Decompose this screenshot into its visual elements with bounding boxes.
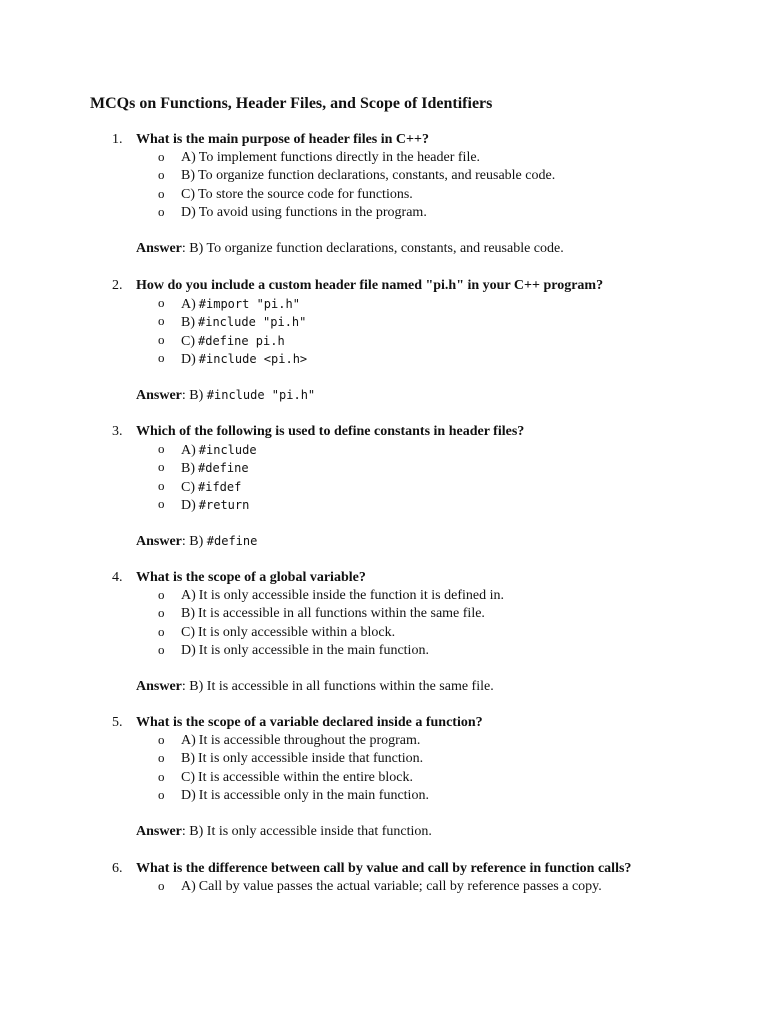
question-line	[0, 423, 768, 441]
answer-option	[0, 313, 768, 331]
option-text: It is only accessible in the main function.	[198, 642, 429, 658]
bullet-icon: o	[158, 185, 165, 201]
answer-content	[136, 386, 315, 405]
question-number: 6.	[112, 861, 123, 876]
answer-letter: B)	[189, 679, 207, 694]
option-letter: C)	[181, 479, 195, 495]
bullet-icon: o	[158, 459, 165, 475]
answer-label: Answer	[136, 241, 182, 256]
option-text: #include <pi.h>	[198, 351, 308, 366]
option-letter: A)	[181, 443, 196, 458]
option-text: #import "pi.h"	[198, 297, 300, 311]
option-letter: D)	[181, 787, 196, 803]
bullet-icon: o	[158, 495, 165, 511]
question-item	[0, 277, 768, 404]
answer-letter: B)	[189, 534, 207, 549]
option-letter: C)	[181, 186, 195, 202]
option-text: To implement functions directly in the header file.	[198, 150, 481, 165]
question-item	[0, 569, 768, 696]
option-content	[181, 587, 504, 605]
question-text: What is the scope of a variable declared inside a function?	[136, 715, 483, 730]
option-content	[181, 204, 427, 222]
option-text: Call by value passes the actual variable; call by reference passes a copy.	[198, 879, 602, 894]
answer-line	[0, 823, 768, 841]
answer-option	[0, 186, 768, 204]
option-content	[181, 878, 602, 896]
question-item	[0, 860, 768, 896]
answer-option	[0, 478, 768, 496]
option-content	[181, 186, 413, 204]
question-number: 3.	[112, 424, 123, 439]
question-line	[0, 131, 768, 149]
option-content	[181, 167, 555, 185]
option-content	[181, 624, 395, 642]
option-content	[181, 496, 249, 515]
answer-text: #define	[206, 534, 258, 548]
question-text: How do you include a custom header file named "pi.h" in your C++ program?	[136, 278, 604, 293]
bullet-icon: o	[158, 768, 165, 784]
answer-colon: :	[181, 824, 190, 839]
answer-option	[0, 496, 768, 514]
answer-colon: :	[181, 241, 190, 256]
option-text: #define	[198, 461, 249, 476]
option-content	[181, 149, 480, 167]
answer-option	[0, 149, 768, 167]
bullet-icon: o	[158, 641, 165, 657]
option-content	[181, 732, 420, 750]
document-title: MCQs on Functions, Header Files, and Scope of Identifiers	[90, 95, 493, 112]
option-text: It is accessible in all functions within the same file.	[198, 606, 485, 622]
answer-option	[0, 332, 768, 350]
bullet-icon: o	[158, 878, 165, 893]
answer-option	[0, 750, 768, 768]
option-text: #return	[198, 497, 250, 512]
answer-colon: :	[181, 534, 190, 549]
answer-option	[0, 769, 768, 787]
answer-line	[0, 386, 768, 404]
option-letter: B)	[181, 315, 195, 331]
answer-option	[0, 624, 768, 642]
answer-letter: B)	[189, 241, 207, 256]
question-number: 5.	[112, 715, 123, 730]
option-text: It is accessible only in the main function.	[198, 787, 429, 803]
option-letter: D)	[181, 642, 196, 658]
answer-text: It is only accessible inside that function.	[206, 824, 432, 839]
option-text: It is accessible throughout the program.	[198, 733, 421, 748]
option-text: #ifdef	[198, 479, 242, 494]
bullet-icon: o	[158, 167, 165, 183]
option-text: To organize function declarations, constants, and reusable code.	[198, 168, 556, 184]
option-letter: A)	[181, 588, 196, 603]
answer-option	[0, 732, 768, 750]
question-line	[0, 714, 768, 732]
option-letter: A)	[181, 150, 196, 165]
bullet-icon: o	[158, 623, 165, 639]
answer-option	[0, 350, 768, 368]
answer-option	[0, 167, 768, 185]
option-text: To store the source code for functions.	[198, 186, 413, 202]
option-content	[181, 605, 485, 623]
option-content	[181, 313, 306, 332]
question-line	[0, 277, 768, 295]
answer-letter: B)	[189, 824, 207, 839]
question-text: What is the difference between call by value and call by reference in function calls?	[136, 861, 632, 876]
bullet-icon: o	[158, 203, 165, 219]
option-text: It is only accessible within a block.	[198, 624, 396, 640]
option-letter: B)	[181, 168, 195, 184]
option-letter: B)	[181, 751, 195, 767]
option-letter: A)	[181, 297, 196, 312]
answer-line	[0, 240, 768, 258]
option-text: It is only accessible inside the function it is defined in.	[198, 588, 504, 603]
question-number: 2.	[112, 278, 123, 293]
question-text: Which of the following is used to define constants in header files?	[136, 424, 525, 439]
bullet-icon: o	[158, 331, 165, 347]
option-content	[181, 332, 285, 351]
answer-content	[136, 240, 564, 258]
bullet-icon: o	[158, 587, 165, 602]
answer-colon: :	[181, 679, 190, 694]
bullet-icon: o	[158, 732, 165, 747]
option-content	[181, 441, 257, 460]
answer-content	[136, 532, 257, 551]
answer-option	[0, 587, 768, 605]
option-content	[181, 350, 307, 369]
bullet-icon: o	[158, 313, 165, 329]
bullet-icon: o	[158, 605, 165, 621]
answer-line	[0, 678, 768, 696]
option-letter: A)	[181, 879, 196, 894]
option-letter: B)	[181, 606, 195, 622]
answer-option	[0, 295, 768, 313]
question-number: 4.	[112, 570, 123, 585]
option-letter: D)	[181, 497, 196, 513]
question-line	[0, 569, 768, 587]
answer-content	[136, 823, 432, 841]
question-text: What is the scope of a global variable?	[136, 570, 366, 585]
answer-label: Answer	[136, 388, 182, 403]
answer-option	[0, 459, 768, 477]
answer-text: #include "pi.h"	[206, 388, 316, 402]
option-letter: A)	[181, 733, 196, 748]
bullet-icon: o	[158, 349, 165, 365]
answer-option	[0, 204, 768, 222]
answer-colon: :	[181, 388, 190, 403]
option-content	[181, 750, 423, 768]
bullet-icon: o	[158, 295, 165, 310]
option-letter: C)	[181, 769, 195, 785]
question-item	[0, 131, 768, 258]
answer-label: Answer	[136, 534, 182, 549]
bullet-icon: o	[158, 750, 165, 766]
answer-text: It is accessible in all functions within the same file.	[206, 679, 494, 694]
option-content	[181, 459, 249, 478]
option-letter: D)	[181, 204, 196, 220]
option-content	[181, 787, 429, 805]
option-letter: C)	[181, 624, 195, 640]
option-text: It is only accessible inside that function.	[198, 751, 424, 767]
question-line	[0, 860, 768, 878]
option-text: It is accessible within the entire block.	[198, 769, 413, 785]
answer-option	[0, 787, 768, 805]
bullet-icon: o	[158, 477, 165, 493]
answer-letter: B)	[189, 388, 207, 403]
bullet-icon: o	[158, 441, 165, 456]
question-text: What is the main purpose of header files in C++?	[136, 132, 429, 147]
answer-option	[0, 642, 768, 660]
answer-content	[136, 678, 494, 696]
bullet-icon: o	[158, 149, 165, 164]
answer-option	[0, 605, 768, 623]
answer-option	[0, 441, 768, 459]
answer-option	[0, 878, 768, 896]
option-text: #include "pi.h"	[198, 315, 307, 330]
option-content	[181, 642, 429, 660]
option-letter: D)	[181, 351, 196, 367]
answer-label: Answer	[136, 824, 182, 839]
option-content	[181, 295, 300, 314]
option-text: To avoid using functions in the program.	[198, 204, 427, 220]
question-item	[0, 714, 768, 841]
answer-line	[0, 532, 768, 550]
option-content	[181, 478, 241, 497]
answer-label: Answer	[136, 679, 182, 694]
option-content	[181, 769, 413, 787]
option-text: #define pi.h	[198, 333, 285, 348]
bullet-icon: o	[158, 786, 165, 802]
question-item	[0, 423, 768, 550]
option-letter: B)	[181, 461, 195, 477]
option-text: #include	[198, 443, 257, 457]
question-number: 1.	[112, 132, 123, 147]
answer-text: To organize function declarations, constants, and reusable code.	[206, 241, 564, 256]
option-letter: C)	[181, 333, 195, 349]
